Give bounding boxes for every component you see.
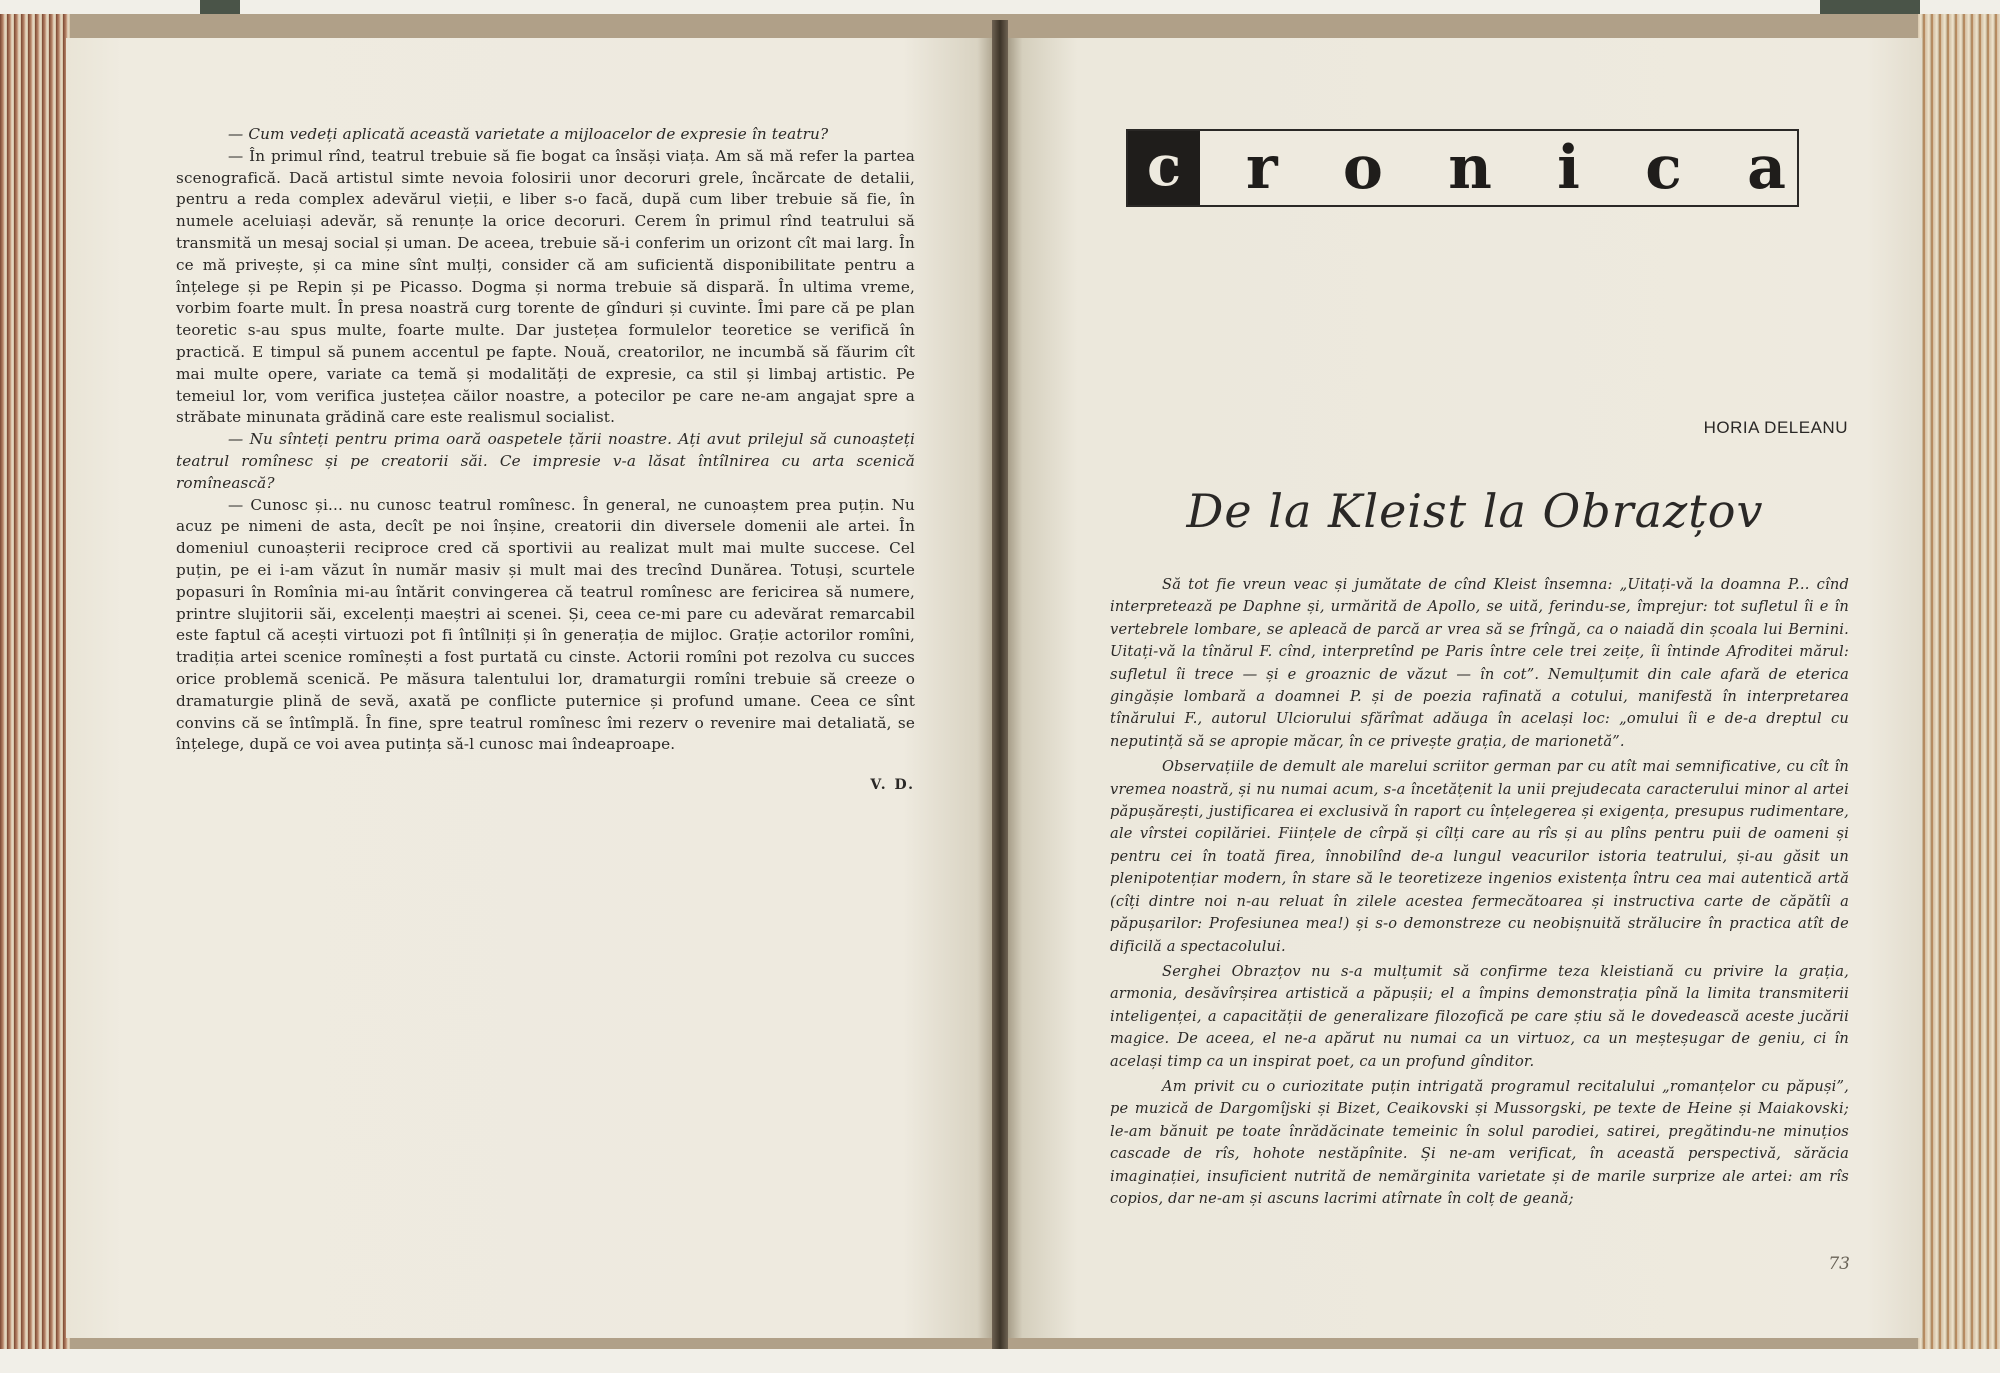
article-body — [1110, 574, 1849, 1213]
article-paragraph: Să tot fie vreun veac și jumătate de cînd Kleist însemna: „Uitați-vă la doamna P... cînd interpretează pe Daphne și, urmărită de Apollo, se uită, ferindu-se, împrejur: tot sufletul îi e în vertebrele lombare, se apleacă de parcă ar vrea să se frîngă, ca o naiadă din școala lui Bernini. Uitați-vă la tînărul F. cînd, interpretînd pe Paris între cele trei zeițe, îi întinde Afroditei mărul: sufletul îi trece — și e groaznic de văzut — în cot”. Nemulțumit din cale afară de eterica gingășie lombară a doamnei P. și de poezia rafinată a cotului, manifestă în interpretarea tînărului F., autorul Ulciorului sfărîmat adăuga în același loc: „omului îi e de-a dreptul cu neputință să se apropie măcar, în ce privește grația, de marionetă”. — [1110, 576, 1849, 750]
interview-signature: V. D. — [870, 777, 915, 793]
scan-background-top — [0, 0, 2000, 14]
article-title: De la Kleist la Obrazțov — [1186, 484, 1764, 538]
interview-answer: — Cunosc și... nu cunosc teatrul romînesc. În general, ne cunoaștem prea puțin. Nu acuz pe nimeni de asta, decît pe noi înșine, creatorii din diversele domenii ale artei. În domeniul cunoașterii reciproce cred că sportivii au realizat mult mai multe succese. Cel puțin, pe ei i-am văzut în număr masiv și mult mai des trecînd Dunărea. Totuși, scurtele popasuri în Romînia mi-au întărit convingerea că teatrul romînesc are fericirea să numere, printre slujitorii săi, excelenți maeștri ai scenei. Și, ceea ce-mi pare cu adevărat remarcabil este faptul că acești virtuozi pot fi întîlniți și în generația de mijloc. Grație actorilor romîni, tradiția artei scenice romînești a fost purtată cu cinste. Actorii romîni pot rezolva cu succes orice problemă scenică. Pe măsura talentului lor, dramaturgii romîni trebuie să creeze o dramaturgie plină de sevă, axată pe conflicte puternice și profund umane. Ceea ce sînt convins că se întîmplă. În fine, spre teatrul romînesc îmi rezerv o revenire mai detaliată, se înțelege, după ce voi avea putința să-l cunosc mai îndeaproape. — [176, 495, 915, 754]
masthead-letter: a — [1747, 133, 1786, 203]
scan-background-bottom — [0, 1349, 2000, 1373]
interview-answer: — În primul rînd, teatrul trebuie să fie bogat ca însăși viața. Am să mă refer la partea scenografică. Dacă artistul simte nevoia folosirii unor decoruri grele, încărcate de detalii, pentru a reda complex adevărul vieții, e liber s-o facă, după cum liber trebuie să fie, în numele aceluiași adevăr, să renunțe la orice decoruri. Cerem în primul rînd teatrului să transmită un mesaj social și uman. De aceea, trebuie să-i conferim un orizont cît mai larg. În ce mă privește, și ca mine sînt mulți, consider că am suficientă disponibilitate pentru a înțelege și pe Repin și pe Picasso. Dogma și norma trebuie să dispară. În ultima vreme, vorbim foarte mult. În presa noastră curg torente de gînduri și cuvinte. Îmi pare că pe plan teoretic s-au spus multe, foarte multe. Dar justețea formulelor teoretice se verifică în practică. E timpul să punem accentul pe fapte. Nouă, creatorilor, ne incumbă să făurim cît mai multe opere, variate ca temă și modalități de expresie, ca stil și limbaj artistic. Pe temeiul lor, vom verifica justețea căilor noastre, a potecilor pe care ne-am angajat spre a străbate minunata grădină care este realismul socialist. — [176, 146, 915, 427]
article-paragraph: Observațiile de demult ale marelui scriitor german par cu atît mai semnificative, cu cît în vremea noastră, și nu numai acum, s-a încetățenit la unii prejudecata caracterului minor al artei păpușărești, justificarea ei exclusivă în raport cu înțelegerea și exigența, presupus rudimentare, ale vîrstei copilăriei. Ființele de cîrpă și cîlți care au rîs și au plîns pentru puii de oameni și pentru cei în toată firea, înnobilînd de-a lungul veacurilor istoria teatrului, și-au găsit un plenipotențiar modern, în stare să le teoretizeze ingenios existența întru cea mai autentică artă (cîți dintre noi n-au reluat în zilele acestea fermecătoarea și instructiva carte de căpătîi a păpușarilor: Profesiunea mea!) și s-o demonstreze cu neobișnuită strălucire în practica atît de dificilă a spectacolului. — [1110, 758, 1849, 955]
article-paragraph: Serghei Obrazțov nu s-a mulțumit să confirme teza kleistiană cu privire la grația, armonia, desăvîrșirea artistică a păpușii; el a împins demonstrația pînă la limita transmiterii inteligenței, a capacității de generalizare filozofică pe care știu să le dovedească aceste jucării magice. De aceea, el ne-a apărut nu numai ca un virtuoz, ca un meșteșugar de geniu, ci în același timp ca un inspirat poet, ca un profund gînditor. — [1110, 962, 1849, 1070]
page-stack-left — [0, 14, 70, 1349]
article-paragraph: Am privit cu o curiozitate puțin intrigată programul recitalului „romanțelor cu păpuși”, pe muzică de Dargomîjski și Bizet, Ceaikovski și Mussorgski, pe texte de Heine și Maiakovski; le-am bănuit pe toate înrădăcinate temeinic în solul parodiei, satirei, pregătindu-ne minuțios cascade de rîs, hohote nestăpînite. Și ne-am verificat, în această perspectivă, sărăcia imaginației, insuficient nutrită de nemărginita varietate și de marile surprize ale artei: am rîs copios, dar ne-am și ascuns lacrimi atîrnate în colț de geană; — [1110, 1077, 1849, 1207]
page-number: 73 — [1828, 1254, 1850, 1274]
page-stack-right — [1918, 14, 2000, 1349]
masthead-letter: n — [1448, 133, 1492, 203]
interview-text — [176, 124, 915, 756]
masthead-letter: r — [1246, 133, 1278, 203]
masthead-letter: i — [1557, 133, 1580, 203]
masthead-initial: c — [1128, 131, 1200, 205]
book-gutter — [992, 20, 1008, 1350]
interview-question: — Nu sînteți pentru prima oară oaspetele țării noastre. Ați avut prilejul să cunoașteți teatrul romînesc și pe creatorii săi. Ce impresie v-a lăsat întîlnirea cu arta scenică romînească? — [176, 430, 915, 492]
masthead-letter: c — [1645, 133, 1682, 203]
masthead-letters — [1246, 131, 1786, 205]
masthead-letter: o — [1342, 133, 1383, 203]
interview-question: — Cum vedeți aplicată această varietate a mijloacelor de expresie în teatru? — [228, 125, 829, 143]
section-masthead — [1126, 129, 1799, 207]
article-author: HORIA DELEANU — [1703, 418, 1848, 437]
